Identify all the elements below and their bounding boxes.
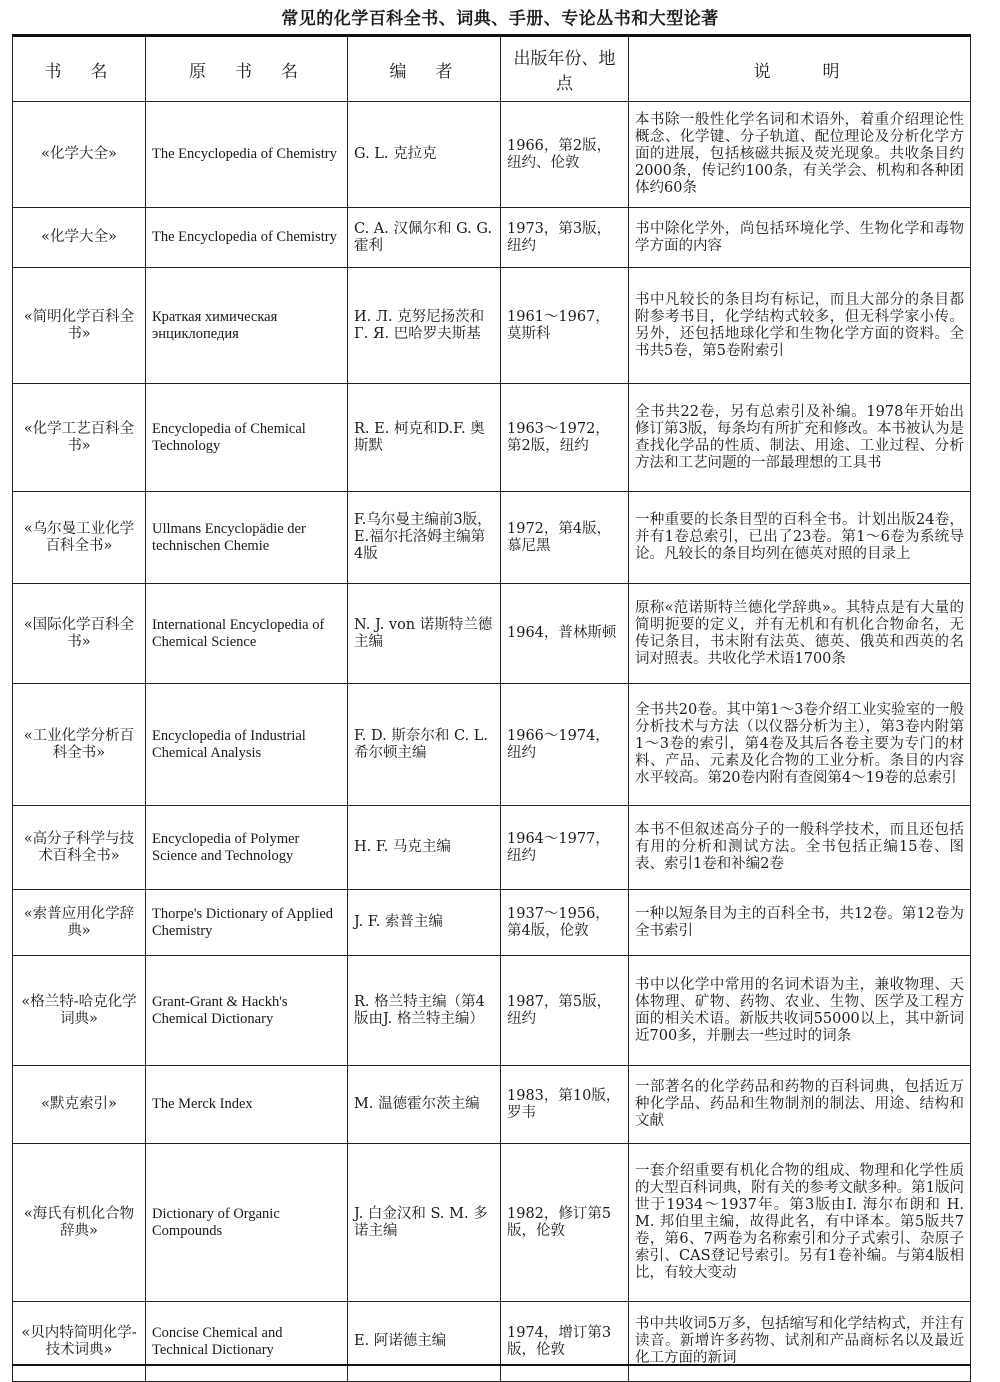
editor-cell: J. F. 索普主编 <box>348 890 501 956</box>
notes-cell: 一部著名的化学药品和药物的百科词典，包括近万种化学品、药品和生物制剂的制法、用途、结构和文献 <box>629 1066 971 1144</box>
publication-cell: 1974，增订第3版，伦敦 <box>501 1302 629 1382</box>
book-name-cell: «高分子科学与技术百科全书» <box>13 806 146 890</box>
publication-cell: 1983，第10版，罗韦 <box>501 1066 629 1144</box>
publication-cell: 1987，第5版，纽约 <box>501 956 629 1066</box>
original-title-cell: Encyclopedia of Industrial Chemical Analysis <box>146 684 348 806</box>
original-title-cell: Краткая химическая энциклопедия <box>146 268 348 384</box>
header-row <box>13 36 971 102</box>
original-title-cell: Encyclopedia of Chemical Technology <box>146 384 348 492</box>
original-title-cell: Grant-Grant & Hackh's Chemical Dictionary <box>146 956 348 1066</box>
book-name-cell: «简明化学百科全书» <box>13 268 146 384</box>
book-name-cell: «工业化学分析百科全书» <box>13 684 146 806</box>
publication-cell: 1973，第3版，纽约 <box>501 208 629 268</box>
notes-cell: 书中凡较长的条目均有标记，而且大部分的条目都附参考书目，化学结构式较多，但无科学家小传。另外，还包括地球化学和生物化学方面的资料。全书共5卷，第5卷附索引 <box>629 268 971 384</box>
reference-table <box>12 34 971 1382</box>
table-row <box>13 102 971 208</box>
header-original-title: 原 书 名 <box>146 36 348 102</box>
editor-cell: R. 格兰特主编（第4版由J. 格兰特主编） <box>348 956 501 1066</box>
notes-cell: 一种重要的长条目型的百科全书。计划出版24卷，并有1卷总索引，已出了23卷。第1～6卷为系统导论。凡较长的条目均列在德英对照的目录上 <box>629 492 971 584</box>
publication-cell: 1966，第2版，纽约、伦敦 <box>501 102 629 208</box>
original-title-cell: The Encyclopedia of Chemistry <box>146 102 348 208</box>
original-title-cell: Concise Chemical and Technical Dictionary <box>146 1302 348 1382</box>
publication-cell: 1937～1956，第4版，伦敦 <box>501 890 629 956</box>
publication-cell: 1964，普林斯顿 <box>501 584 629 684</box>
notes-cell: 全书共20卷。其中第1～3卷介绍工业实验室的一般分析技术与方法（以仪器分析为主），第3卷内附第1～3卷的索引，第4卷及其后各卷主要为专门的材料、产品、元素及化合物的工业分析。条目的内容水平较高。第20卷内附有查阅第4～19卷的总索引 <box>629 684 971 806</box>
editor-cell: E. 阿诺德主编 <box>348 1302 501 1382</box>
editor-cell: И. Л. 克努尼扬茨和 Г. Я. 巴哈罗夫斯基 <box>348 268 501 384</box>
publication-cell: 1964～1977，纽约 <box>501 806 629 890</box>
notes-cell: 书中共收词5万多，包括缩写和化学结构式，并注有读音。新增许多药物、试剂和产品商标名以及最近化工方面的新词 <box>629 1302 971 1382</box>
editor-cell: R. E. 柯克和D.F. 奥斯默 <box>348 384 501 492</box>
book-name-cell: «国际化学百科全书» <box>13 584 146 684</box>
notes-cell: 书中除化学外，尚包括环境化学、生物化学和毒物学方面的内容 <box>629 208 971 268</box>
book-name-cell: «格兰特-哈克化学词典» <box>13 956 146 1066</box>
book-name-cell: «化学大全» <box>13 102 146 208</box>
book-name-cell: «乌尔曼工业化学百科全书» <box>13 492 146 584</box>
book-name-cell: «化学大全» <box>13 208 146 268</box>
original-title-cell: International Encyclopedia of Chemical Science <box>146 584 348 684</box>
table-row <box>13 492 971 584</box>
notes-cell: 本书不但叙述高分子的一般科学技术，而且还包括有用的分析和测试方法。全书包括正编15卷、图表、索引1卷和补编2卷 <box>629 806 971 890</box>
table-row <box>13 208 971 268</box>
editor-cell: M. 温德霍尔茨主编 <box>348 1066 501 1144</box>
editor-cell: G. L. 克拉克 <box>348 102 501 208</box>
table-row <box>13 584 971 684</box>
original-title-cell: Encyclopedia of Polymer Science and Technology <box>146 806 348 890</box>
book-name-cell: «化学工艺百科全书» <box>13 384 146 492</box>
table-row <box>13 684 971 806</box>
notes-cell: 全书共22卷，另有总索引及补编。1978年开始出修订第3版，每条均有所扩充和修改。本书被认为是查找化学品的性质、制法、用途、工业过程、分析方法和工艺问题的一部最理想的工具书 <box>629 384 971 492</box>
book-name-cell: «贝内特简明化学-技术词典» <box>13 1302 146 1382</box>
table-row <box>13 1144 971 1302</box>
table-row <box>13 1066 971 1144</box>
publication-cell: 1961～1967，莫斯科 <box>501 268 629 384</box>
table-row <box>13 890 971 956</box>
notes-cell: 一种以短条目为主的百科全书，共12卷。第12卷为全书索引 <box>629 890 971 956</box>
header-notes: 说 明 <box>629 36 971 102</box>
table-row <box>13 384 971 492</box>
table-body <box>13 102 971 1382</box>
original-title-cell: The Encyclopedia of Chemistry <box>146 208 348 268</box>
book-name-cell: «索普应用化学辞典» <box>13 890 146 956</box>
header-editor: 编 者 <box>348 36 501 102</box>
notes-cell: 本书除一般性化学名词和术语外，着重介绍理论性概念、化学键、分子轨道、配位理论及分析化学方面的进展，包括核磁共振及荧光现象。共收条目约2000条，传记约100条，有关学会、机构和各种团体约60条 <box>629 102 971 208</box>
editor-cell: H. F. 马克主编 <box>348 806 501 890</box>
editor-cell: F. D. 斯奈尔和 C. L. 希尔顿主编 <box>348 684 501 806</box>
editor-cell: J. 白金汉和 S. M. 多诺主编 <box>348 1144 501 1302</box>
editor-cell: C. A. 汉佩尔和 G. G. 霍利 <box>348 208 501 268</box>
editor-cell: N. J. von 诺斯特兰德主编 <box>348 584 501 684</box>
notes-cell: 书中以化学中常用的名词术语为主，兼收物理、天体物理、矿物、药物、农业、生物、医学及工程方面的相关术语。新版共收词55000以上，其中新词近700多，并删去一些过时的词条 <box>629 956 971 1066</box>
original-title-cell: Dictionary of Organic Compounds <box>146 1144 348 1302</box>
original-title-cell: Ullmans Encyclopädie der technischen Chemie <box>146 492 348 584</box>
header-book-name: 书 名 <box>13 36 146 102</box>
table-row <box>13 806 971 890</box>
header-publication: 出版年份、地点 <box>501 36 629 102</box>
table-row <box>13 1302 971 1382</box>
publication-cell: 1963～1972，第2版，纽约 <box>501 384 629 492</box>
bottom-rule <box>12 1364 970 1366</box>
table-row <box>13 956 971 1066</box>
publication-cell: 1982，修订第5版，伦敦 <box>501 1144 629 1302</box>
editor-cell: F.乌尔曼主编前3版，E.福尔托洛姆主编第4版 <box>348 492 501 584</box>
book-name-cell: «默克索引» <box>13 1066 146 1144</box>
publication-cell: 1972，第4版，慕尼黑 <box>501 492 629 584</box>
original-title-cell: The Merck Index <box>146 1066 348 1144</box>
publication-cell: 1966～1974，纽约 <box>501 684 629 806</box>
original-title-cell: Thorpe's Dictionary of Applied Chemistry <box>146 890 348 956</box>
table-title: 常见的化学百科全书、词典、手册、专论丛书和大型论著 <box>281 9 719 29</box>
notes-cell: 一套介绍重要有机化合物的组成、物理和化学性质的大型百科词典，附有关的参考文献多种。第1版问世于1934～1937年。第3版由I. 海尔布朗和 H. M. 邦伯里主编，故得此名，有中译本。第5版共7卷，第6、7两卷为名称索引和分子式索引、杂原子索引、CAS登记号索引。另有1卷补编。与第4版相比，有较大变动 <box>629 1144 971 1302</box>
book-name-cell: «海氏有机化合物辞典» <box>13 1144 146 1302</box>
table-row <box>13 268 971 384</box>
notes-cell: 原称«范诺斯特兰德化学辞典»。其特点是有大量的简明扼要的定义，并有无机和有机化合物命名，无传记条目，书末附有法英、德英、俄英和西英的名词对照表。共收化学术语1700条 <box>629 584 971 684</box>
